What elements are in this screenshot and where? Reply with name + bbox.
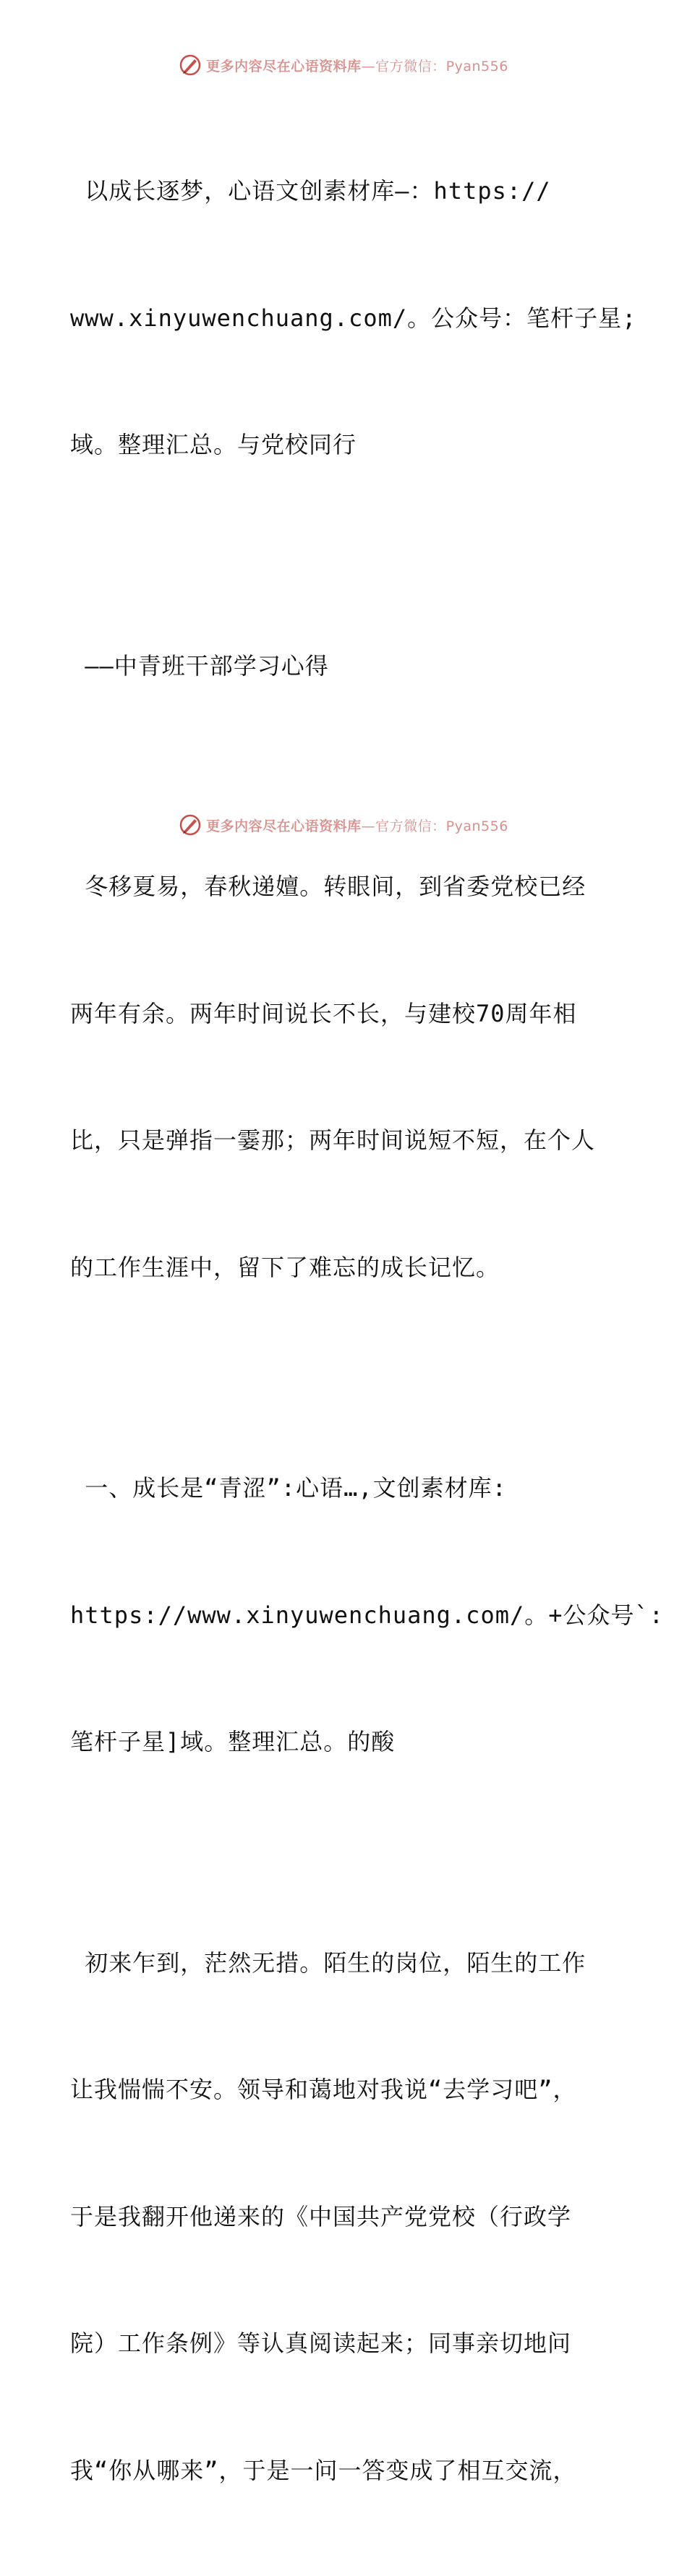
paragraph-intro xyxy=(70,85,620,551)
text-line: 域。整理汇总。与党校同行 xyxy=(70,424,620,466)
subtitle-line: ——中青班干部学习心得 xyxy=(70,645,620,688)
footer-watermark xyxy=(0,810,687,839)
text-line: https://www.xinyuwenchuang.com/。+公众号`: xyxy=(70,1594,620,1637)
text-line: 一、成长是“青涩”:心语…,文创素材库: xyxy=(70,1467,620,1510)
text-line: www.xinyuwenchuang.com/。公众号：笔杆子星; xyxy=(70,297,620,340)
text-line: 院）工作条例》等认真阅读起来；同事亲切地问 xyxy=(70,2322,620,2365)
paragraph-subtitle xyxy=(70,560,620,772)
paragraph-body xyxy=(70,1857,620,2576)
text-line: 于是我翻开他递来的《中国共产党党校（行政学 xyxy=(70,2196,620,2238)
text-line: 我“你从哪来”，于是一问一答变成了相互交流， xyxy=(70,2449,620,2492)
text-line: 初来乍到，茫然无措。陌生的岗位，陌生的工作 xyxy=(70,1942,620,1985)
text-line: 冬移夏易，春秋递嬗。转眼间，到省委党校已经 xyxy=(70,865,620,908)
document-page xyxy=(0,0,687,889)
watermark-text: 更多内容尽在心语资料库 xyxy=(206,816,362,835)
text-line: 笔杆子星]域。整理汇总。的酸 xyxy=(70,1721,620,1763)
pen-logo-icon xyxy=(179,54,202,77)
text-line: 的工作生涯中，留下了难忘的成长记忆。 xyxy=(70,1246,620,1289)
paragraph-opening xyxy=(70,781,620,1373)
text-line: 让我惴惴不安。领导和蔼地对我说“去学习吧”， xyxy=(70,2068,620,2111)
text-line: 以成长逐梦，心语文创素材库—：https:// xyxy=(70,170,620,213)
watermark-contact: —官方微信：Pyan556 xyxy=(362,816,508,835)
text-line: 比，只是弹指一霎那；两年时间说短不短，在个人 xyxy=(70,1119,620,1162)
pen-logo-icon xyxy=(179,813,202,836)
header-watermark xyxy=(0,51,687,80)
watermark-text: 更多内容尽在心语资料库 xyxy=(206,56,362,75)
text-line: 两年有余。两年时间说长不长，与建校70周年相 xyxy=(70,993,620,1035)
watermark-contact: —官方微信：Pyan556 xyxy=(362,56,508,75)
paragraph-section-heading xyxy=(70,1382,620,1848)
document-body xyxy=(70,85,620,2576)
